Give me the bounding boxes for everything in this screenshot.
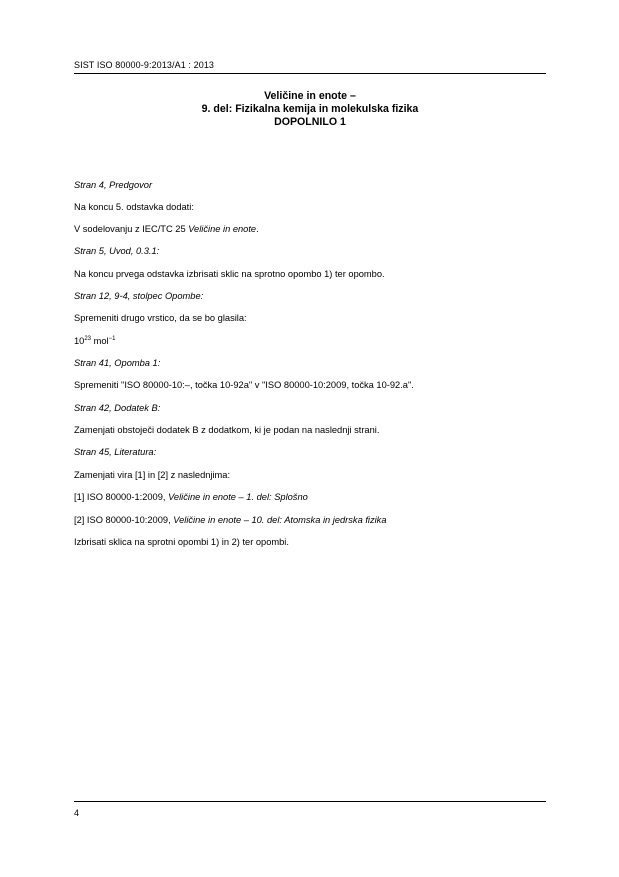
paragraph: Na koncu 5. odstavka dodati: <box>74 202 194 212</box>
formula <box>74 336 115 346</box>
formula-base: 10 <box>74 336 85 346</box>
title-line-3: DOPOLNILO 1 <box>274 116 346 128</box>
section-heading-dodatek-b: Stran 42, Dodatek B: <box>74 403 161 413</box>
formula-unit-exponent: −1 <box>108 336 116 342</box>
reference-id: [1] ISO 80000-1:2009, <box>74 492 169 502</box>
formula-exponent: 23 <box>84 336 92 342</box>
document-header: SIST ISO 80000-9:2013/A1 : 2013 <box>74 60 215 70</box>
section-heading-uvod: Stran 5, Uvod, 0.3.1: <box>74 246 160 256</box>
paragraph: Izbrisati sklica na sprotni opombi 1) in 2) ter opombi. <box>74 537 289 547</box>
reference-id: [2] ISO 80000-10:2009, <box>74 515 174 525</box>
reference-title: Veličine in enote – 1. del: Splošno <box>168 492 308 502</box>
header-rule <box>74 73 546 74</box>
section-heading-stolpec-opombe: Stran 12, 9-4, stolpec Opombe: <box>74 291 204 301</box>
text-run: V sodelovanju z IEC/TC 25 <box>74 224 189 234</box>
title-line-2: 9. del: Fizikalna kemija in molekulska fizika <box>201 103 419 115</box>
footer-rule <box>74 801 546 802</box>
title-line-1: Veličine in enote – <box>264 90 356 102</box>
page-number: 4 <box>74 808 80 818</box>
formula-unit: mol <box>91 336 109 346</box>
text-run: . <box>256 224 259 234</box>
reference-1 <box>74 492 308 502</box>
reference-title: Veličine in enote – 10. del: Atomska in jedrska fizika <box>173 515 387 525</box>
section-heading-opomba-1: Stran 41, Opomba 1: <box>74 358 161 368</box>
paragraph <box>74 224 259 234</box>
paragraph: Zamenjati obstoječi dodatek B z dodatkom, ki je podan na naslednji strani. <box>74 425 380 435</box>
paragraph: Spremeniti "ISO 80000-10:–, točka 10-92a" v "ISO 80000-10:2009, točka 10-92.a". <box>74 380 414 390</box>
paragraph: Spremeniti drugo vrstico, da se bo glasila: <box>74 313 247 323</box>
paragraph: Zamenjati vira [1] in [2] z naslednjima: <box>74 470 231 480</box>
text-run-italic: Veličine in enote <box>188 224 257 234</box>
paragraph: Na koncu prvega odstavka izbrisati sklic na sprotno opombo 1) ter opombo. <box>74 269 385 279</box>
section-heading-predgovor: Stran 4, Predgovor <box>74 180 153 190</box>
reference-2 <box>74 515 387 525</box>
section-heading-literatura: Stran 45, Literatura: <box>74 447 157 457</box>
